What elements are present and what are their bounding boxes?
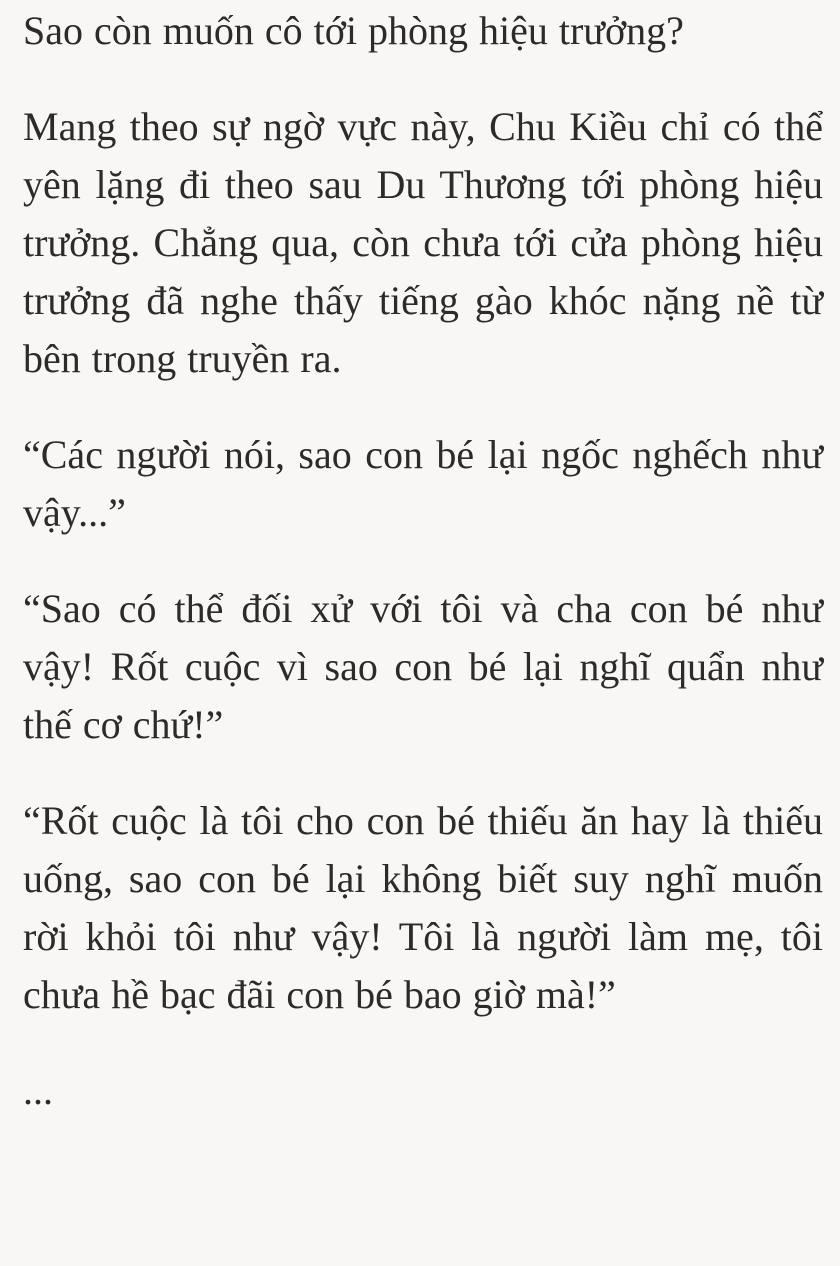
paragraph: Sao còn muốn cô tới phòng hiệu trưởng? [23,8,684,53]
paragraph: Mang theo sự ngờ vực này, Chu Kiều chỉ có thể yên lặng đi theo sau Du Thương tới phòng hiệu trưởng. Chẳng qua, còn chưa tới cửa phòng hiệu trưởng đã nghe thấy tiếng gào khóc nặng nề từ bên trong truyền ra. [23,104,823,381]
paragraph-ellipsis: ... [23,1068,53,1113]
paragraph: “Sao có thể đối xử với tôi và cha con bé như vậy! Rốt cuộc vì sao con bé lại nghĩ quẩn như thế cơ chứ!” [23,586,823,747]
paragraph: “Các người nói, sao con bé lại ngốc nghếch như vậy...” [23,432,823,535]
paragraph: “Rốt cuộc là tôi cho con bé thiếu ăn hay là thiếu uống, sao con bé lại không biết suy nghĩ muốn rời khỏi tôi như vậy! Tôi là người làm mẹ, tôi chưa hề bạc đãi con bé bao giờ mà!” [23,798,823,1017]
